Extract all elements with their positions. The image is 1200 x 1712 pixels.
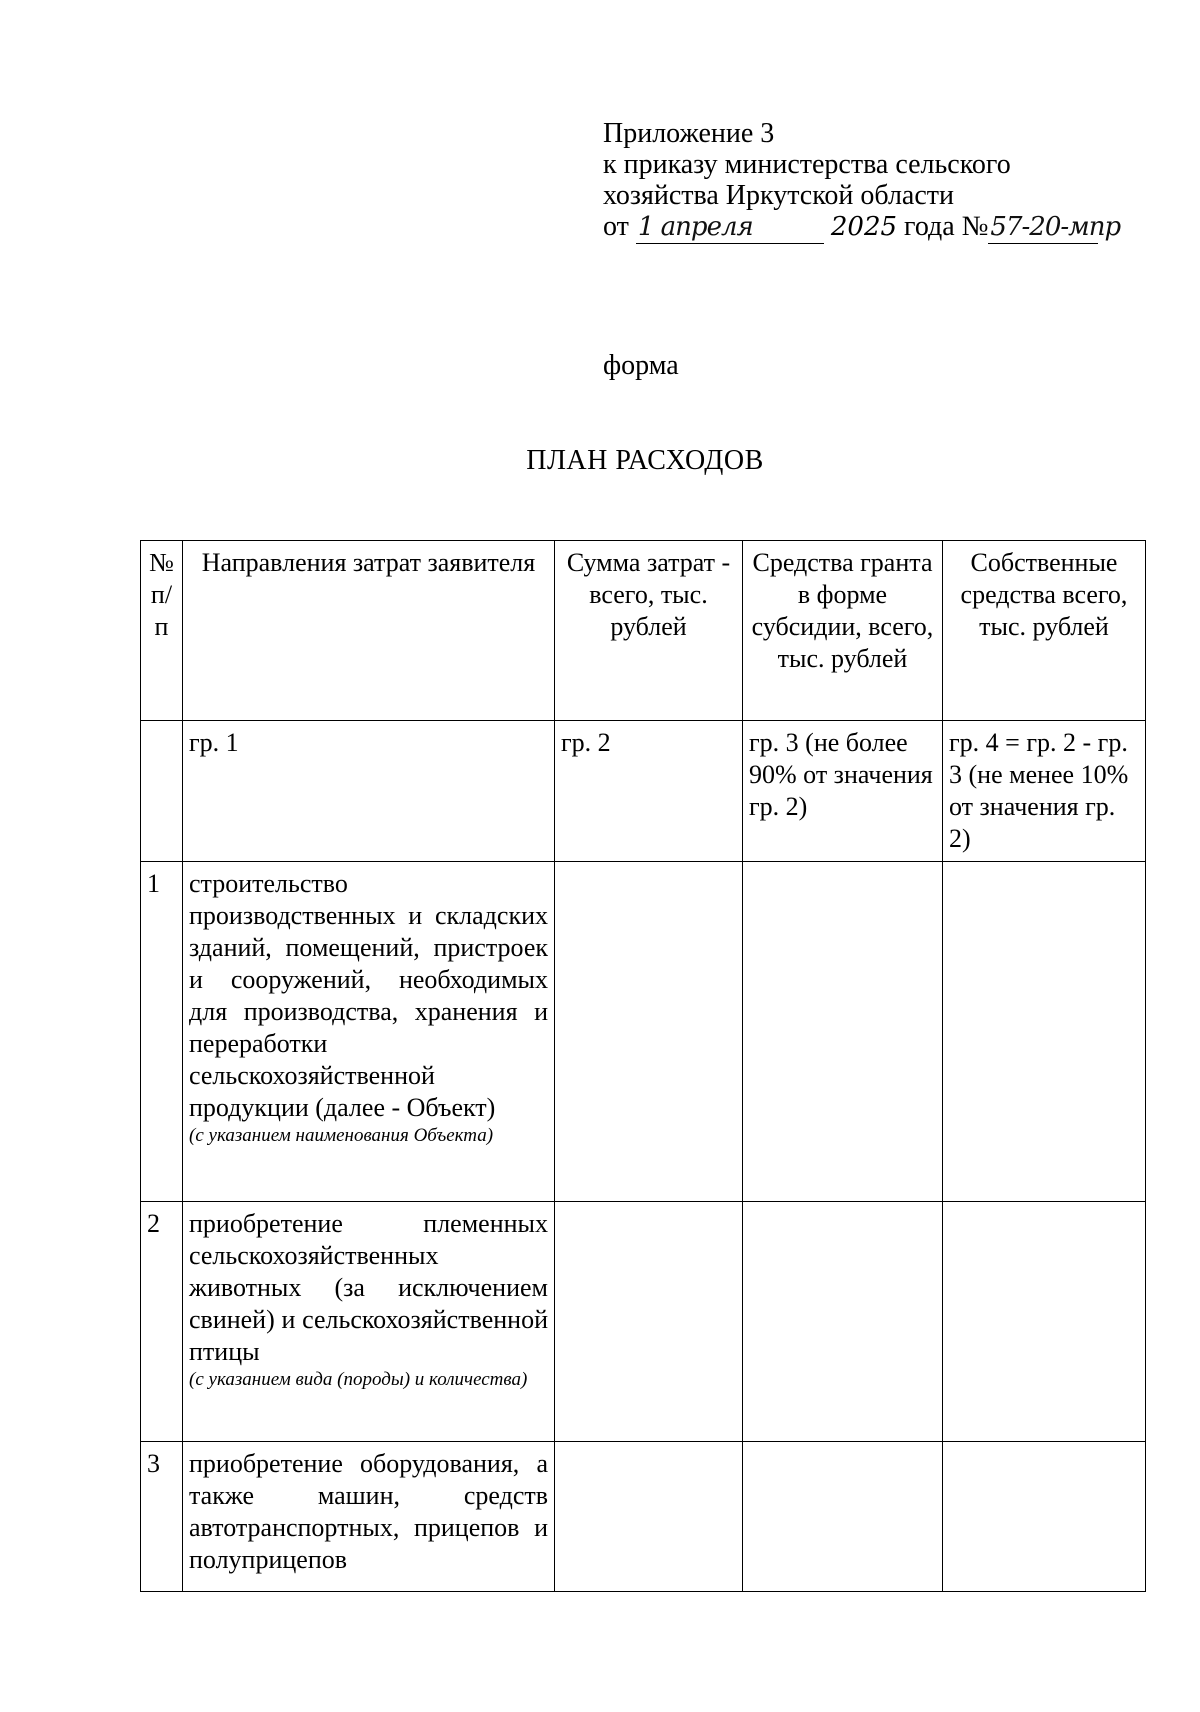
row-description <box>183 1202 555 1442</box>
group-cell-1: гр. 1 <box>183 721 555 862</box>
col-header-direction: Направления затрат заявителя <box>183 541 555 721</box>
row-note: (с указанием вида (породы) и количества) <box>189 1369 528 1390</box>
row-grant-cell[interactable] <box>743 862 943 1202</box>
row-number: 1 <box>141 862 183 1202</box>
group-cell-0 <box>141 721 183 862</box>
group-cell-2: гр. 2 <box>555 721 743 862</box>
table-row <box>141 862 1146 1202</box>
table-row <box>141 1202 1146 1442</box>
row-text: приобретение племенных сельскохозяйственных животных (за исключением свиней) и сельскохозяйственной птицы <box>189 1209 548 1366</box>
row-text: приобретение оборудования, а также машин, средств автотранспортных, прицепов и полуприцепов <box>189 1449 548 1574</box>
row-grant-cell[interactable] <box>743 1442 943 1592</box>
handwritten-number: 57-20-мпр <box>990 212 1121 242</box>
row-note: (с указанием наименования Объекта) <box>189 1125 494 1146</box>
row-own-funds-cell[interactable] <box>943 862 1146 1202</box>
group-cell-3: гр. 3 (не более 90% от значения гр. 2) <box>743 721 943 862</box>
year-label: года <box>904 211 955 242</box>
col-header-own-funds: Собственные средства всего, тыс. рублей <box>943 541 1146 721</box>
row-description <box>183 862 555 1202</box>
row-own-funds-cell[interactable] <box>943 1202 1146 1442</box>
number-field <box>988 211 1121 244</box>
appendix-header <box>603 118 1121 244</box>
col-header-total: Сумма затрат - всего, тыс. рублей <box>555 541 743 721</box>
group-row <box>141 721 1146 862</box>
ministry-name: хозяйства Иркутской области <box>603 180 954 211</box>
row-total-cell[interactable] <box>555 862 743 1202</box>
col-header-number: № п/п <box>141 541 183 721</box>
order-date-line <box>603 211 1121 244</box>
row-number: 2 <box>141 1202 183 1442</box>
form-label: форма <box>603 350 679 381</box>
handwritten-year: 2025 <box>830 212 898 242</box>
from-label: от <box>603 211 629 242</box>
row-total-cell[interactable] <box>555 1202 743 1442</box>
number-sign: № <box>961 211 989 242</box>
document-title: ПЛАН РАСХОДОВ <box>526 445 764 476</box>
date-field <box>636 211 824 244</box>
row-text: строительство производственных и складских зданий, помещений, пристроек и сооружений, необходимых для производства, хранения и переработки сельскохозяйственной продукции (далее - Объект) <box>189 869 548 1122</box>
appendix-number: Приложение 3 <box>603 118 775 149</box>
order-reference: к приказу министерства сельского <box>603 149 1011 180</box>
col-header-grant: Средства гранта в форме субсидии, всего, тыс. рублей <box>743 541 943 721</box>
header-row <box>141 541 1146 721</box>
row-grant-cell[interactable] <box>743 1202 943 1442</box>
row-total-cell[interactable] <box>555 1442 743 1592</box>
table-row <box>141 1442 1146 1592</box>
expense-plan-table <box>140 540 1146 1592</box>
row-own-funds-cell[interactable] <box>943 1442 1146 1592</box>
row-number: 3 <box>141 1442 183 1592</box>
row-description <box>183 1442 555 1592</box>
group-cell-4: гр. 4 = гр. 2 - гр. 3 (не менее 10% от значения гр. 2) <box>943 721 1146 862</box>
handwritten-date: 1 апреля <box>637 212 753 242</box>
